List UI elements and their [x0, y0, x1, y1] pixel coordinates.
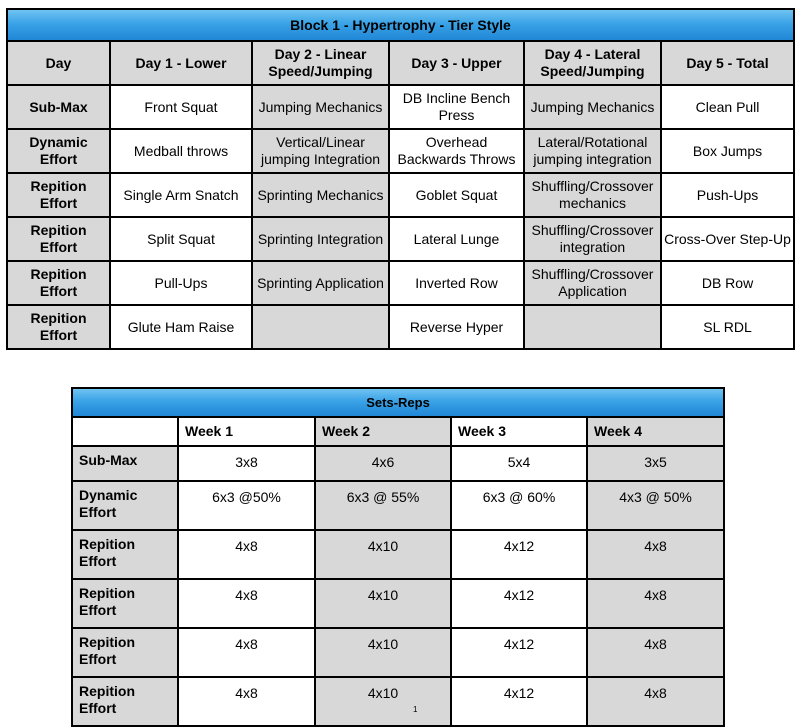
- exercise-cell: [524, 305, 661, 349]
- sets-reps-cell: 4x12: [451, 677, 587, 726]
- sets-reps-cell: 4x8: [587, 530, 724, 579]
- table-row: [72, 481, 724, 530]
- sets-reps-cell: 6x3 @50%: [178, 481, 315, 530]
- exercise-cell: Shuffling/Crossover Application: [524, 261, 661, 305]
- sets-reps-cell: 4x8: [587, 677, 724, 726]
- sets-title-row: [72, 388, 724, 417]
- exercise-cell: Shuffling/Crossover integration: [524, 217, 661, 261]
- sets-reps-cell: 4x3 @ 50%: [587, 481, 724, 530]
- table-row: [7, 85, 794, 129]
- sets-corner-cell: [72, 417, 178, 446]
- header-week-4: Week 4: [587, 417, 724, 446]
- exercise-cell: Medball throws: [110, 129, 252, 173]
- header-week-1: Week 1: [178, 417, 315, 446]
- sets-reps-table: [71, 387, 725, 727]
- table-row: [7, 305, 794, 349]
- sets-reps-cell: 4x10: [315, 579, 451, 628]
- block-title-row: [7, 9, 794, 41]
- sets-reps-cell: 4x6: [315, 446, 451, 481]
- sets-reps-cell: 4x8: [178, 579, 315, 628]
- exercise-cell: [252, 305, 389, 349]
- header-week-3: Week 3: [451, 417, 587, 446]
- row-label: Repition Effort: [7, 305, 110, 349]
- exercise-cell: Box Jumps: [661, 129, 794, 173]
- sets-reps-cell: 4x8: [587, 628, 724, 677]
- exercise-cell: Sprinting Mechanics: [252, 173, 389, 217]
- exercise-cell: Jumping Mechanics: [252, 85, 389, 129]
- sets-reps-cell: 5x4: [451, 446, 587, 481]
- sets-reps-cell: 4x8: [587, 579, 724, 628]
- header-day-3: Day 3 - Upper: [389, 41, 524, 85]
- table-row: [72, 446, 724, 481]
- sets-reps-cell: 3x8: [178, 446, 315, 481]
- sets-reps-cell: 4x10: [315, 530, 451, 579]
- exercise-cell: SL RDL: [661, 305, 794, 349]
- exercise-cell: Goblet Squat: [389, 173, 524, 217]
- sets-reps-cell: 4x8: [178, 677, 315, 726]
- sets-reps-cell: 4x8: [178, 530, 315, 579]
- sets-reps-cell: 4x12: [451, 530, 587, 579]
- exercise-cell: Single Arm Snatch: [110, 173, 252, 217]
- exercise-cell: DB Incline Bench Press: [389, 85, 524, 129]
- exercise-cell: Split Squat: [110, 217, 252, 261]
- table-row: [7, 217, 794, 261]
- row-label: Sub-Max: [7, 85, 110, 129]
- block-table: [6, 8, 795, 350]
- row-label: Repition Effort: [7, 173, 110, 217]
- exercise-cell: Shuffling/Crossover mechanics: [524, 173, 661, 217]
- sets-reps-cell: 6x3 @ 60%: [451, 481, 587, 530]
- table-row: [72, 628, 724, 677]
- sets-reps-cell: 4x12: [451, 628, 587, 677]
- sets-reps-cell: 4x10: [315, 677, 451, 726]
- sets-reps-cell: 3x5: [587, 446, 724, 481]
- row-label: Repition Effort: [72, 628, 178, 677]
- table-row: [72, 677, 724, 726]
- exercise-cell: Push-Ups: [661, 173, 794, 217]
- exercise-cell: DB Row: [661, 261, 794, 305]
- table-row: [7, 173, 794, 217]
- exercise-cell: Lateral Lunge: [389, 217, 524, 261]
- exercise-cell: Sprinting Integration: [252, 217, 389, 261]
- sets-reps-cell: 4x10: [315, 628, 451, 677]
- exercise-cell: Vertical/Linear jumping Integration: [252, 129, 389, 173]
- page-number: 1: [413, 705, 418, 714]
- block-header-row: [7, 41, 794, 85]
- exercise-cell: Clean Pull: [661, 85, 794, 129]
- sets-title: Sets-Reps: [72, 388, 724, 417]
- table-row: [7, 129, 794, 173]
- header-day-2: Day 2 - Linear Speed/Jumping: [252, 41, 389, 85]
- exercise-cell: Reverse Hyper: [389, 305, 524, 349]
- row-label: Repition Effort: [72, 677, 178, 726]
- row-label: Dynamic Effort: [72, 481, 178, 530]
- sets-reps-cell: 4x8: [178, 628, 315, 677]
- row-label: Repition Effort: [7, 261, 110, 305]
- sets-reps-cell: 4x12: [451, 579, 587, 628]
- block-title: Block 1 - Hypertrophy - Tier Style: [7, 9, 794, 41]
- exercise-cell: Pull-Ups: [110, 261, 252, 305]
- sets-header-row: [72, 417, 724, 446]
- header-day: Day: [7, 41, 110, 85]
- exercise-cell: Sprinting Application: [252, 261, 389, 305]
- sets-reps-cell: 6x3 @ 55%: [315, 481, 451, 530]
- exercise-cell: Glute Ham Raise: [110, 305, 252, 349]
- row-label: Repition Effort: [7, 217, 110, 261]
- row-label: Repition Effort: [72, 530, 178, 579]
- row-label: Sub-Max: [72, 446, 178, 481]
- table-row: [72, 579, 724, 628]
- exercise-cell: Overhead Backwards Throws: [389, 129, 524, 173]
- exercise-cell: Lateral/Rotational jumping integration: [524, 129, 661, 173]
- header-day-4: Day 4 - Lateral Speed/Jumping: [524, 41, 661, 85]
- header-week-2: Week 2: [315, 417, 451, 446]
- table-row: [72, 530, 724, 579]
- header-day-1: Day 1 - Lower: [110, 41, 252, 85]
- table-row: [7, 261, 794, 305]
- row-label: Dynamic Effort: [7, 129, 110, 173]
- exercise-cell: Cross-Over Step-Up: [661, 217, 794, 261]
- exercise-cell: Front Squat: [110, 85, 252, 129]
- row-label: Repition Effort: [72, 579, 178, 628]
- exercise-cell: Jumping Mechanics: [524, 85, 661, 129]
- header-day-5: Day 5 - Total: [661, 41, 794, 85]
- exercise-cell: Inverted Row: [389, 261, 524, 305]
